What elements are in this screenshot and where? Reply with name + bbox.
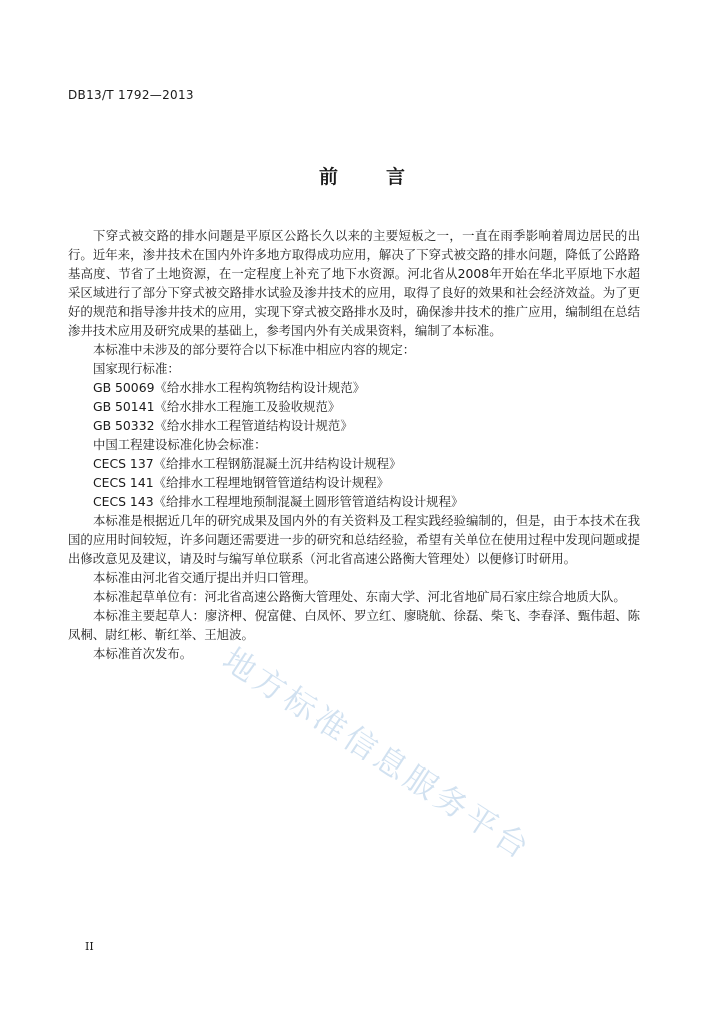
cecs-standards-label: 中国工程建设标准化协会标准： — [93, 437, 267, 452]
standard-gb-50141: GB 50141《给水排水工程施工及验收规范》 — [93, 399, 341, 414]
standard-gb-50069: GB 50069《给水排水工程构筑物结构设计规范》 — [93, 380, 366, 395]
watermark: 地方标准信息服务平台 — [216, 640, 539, 868]
paragraph-proposer: 本标准由河北省交通厅提出并归口管理。 — [93, 570, 317, 585]
foreword-body — [68, 226, 640, 663]
title-char-1: 前 — [318, 166, 338, 188]
standard-gb-50332: GB 50332《给水排水工程管道结构设计规范》 — [93, 418, 353, 433]
paragraph-drafters: 本标准主要起草人：廖济柙、倪富健、白凤怀、罗立红、廖晓航、徐磊、柴飞、李春泽、甄伟超、陈凤桐、尉红彬、靳红举、王旭波。 — [68, 608, 640, 642]
paragraph-first-release: 本标准首次发布。 — [93, 646, 193, 661]
standard-cecs-143: CECS 143《给排水工程埋地预制混凝土圆形管管道结构设计规程》 — [93, 494, 464, 509]
paragraph-reference-intro: 本标准中未涉及的部分要符合以下标准中相应内容的规定： — [93, 342, 416, 357]
national-standards-label: 国家现行标准： — [93, 361, 180, 376]
page-title — [0, 162, 724, 189]
paragraph-drafting-units: 本标准起草单位有：河北省高速公路衡大管理处、东南大学、河北省地矿局石家庄综合地质大队。 — [93, 589, 626, 604]
standard-cecs-137: CECS 137《给排水工程钢筋混凝土沉井结构设计规程》 — [93, 456, 402, 471]
paragraph-intro: 下穿式被交路的排水问题是平原区公路长久以来的主要短板之一，一直在雨季影响着周边居民的出行。近年来，渗井技术在国内外许多地方取得成功应用，解决了下穿式被交路的排水问题，降低了公路路基高度、节省了土地资源，在一定程度上补充了地下水资源。河北省从2008年开始在华北平原地下水超采区域进行了部分下穿式被交路排水试验及渗井技术的应用，取得了良好的效果和社会经济效益。为了更好的规范和指导渗井技术的应用，实现下穿式被交路排水及时，确保渗井技术的推广应用，编制组在总结渗井技术应用及研究成果的基础上，参考国内外有关成果资料，编制了本标准。 — [68, 228, 640, 338]
title-char-2: 言 — [386, 166, 406, 188]
document-code: DB13/T 1792—2013 — [68, 88, 194, 102]
paragraph-feedback: 本标准是根据近几年的研究成果及国内外的有关资料及工程实践经验编制的，但是，由于本技术在我国的应用时间较短，许多问题还需要进一步的研究和总结经验，希望有关单位在使用过程中发现问题或提出修改意见及建议，请及时与编写单位联系（河北省高速公路衡大管理处）以便修订时研用。 — [68, 513, 640, 566]
standard-cecs-141: CECS 141《给排水工程埋地钢管管道结构设计规程》 — [93, 475, 390, 490]
page-number: II — [85, 940, 94, 953]
